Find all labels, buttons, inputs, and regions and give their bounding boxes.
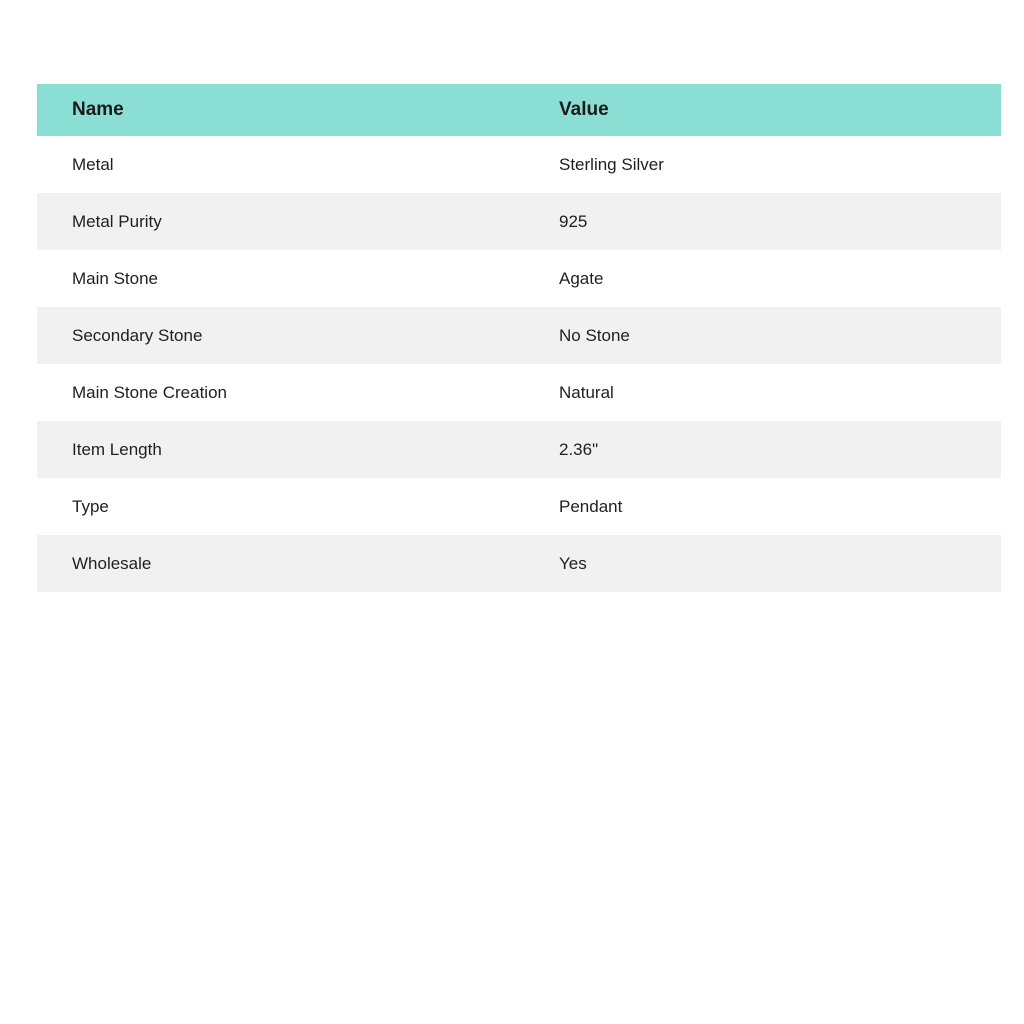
cell-value: Natural [524, 364, 1001, 421]
table-header [37, 84, 1001, 136]
cell-value: Agate [524, 250, 1001, 307]
cell-name: Metal Purity [37, 193, 524, 250]
table-header-row [37, 84, 1001, 136]
column-header-value: Value [524, 84, 1001, 136]
cell-name: Type [37, 478, 524, 535]
cell-name: Secondary Stone [37, 307, 524, 364]
cell-name: Wholesale [37, 535, 524, 592]
cell-name: Metal [37, 136, 524, 193]
table-row [37, 307, 1001, 364]
table-row [37, 421, 1001, 478]
cell-value: Pendant [524, 478, 1001, 535]
cell-value: Yes [524, 535, 1001, 592]
cell-name: Item Length [37, 421, 524, 478]
table-row [37, 136, 1001, 193]
table-body [37, 136, 1001, 592]
table-row [37, 478, 1001, 535]
cell-value: Sterling Silver [524, 136, 1001, 193]
cell-value: No Stone [524, 307, 1001, 364]
cell-name: Main Stone Creation [37, 364, 524, 421]
specifications-table [37, 84, 1001, 592]
cell-value: 925 [524, 193, 1001, 250]
cell-value: 2.36" [524, 421, 1001, 478]
table-row [37, 250, 1001, 307]
table-row [37, 364, 1001, 421]
table-row [37, 535, 1001, 592]
column-header-name: Name [37, 84, 524, 136]
table-row [37, 193, 1001, 250]
cell-name: Main Stone [37, 250, 524, 307]
